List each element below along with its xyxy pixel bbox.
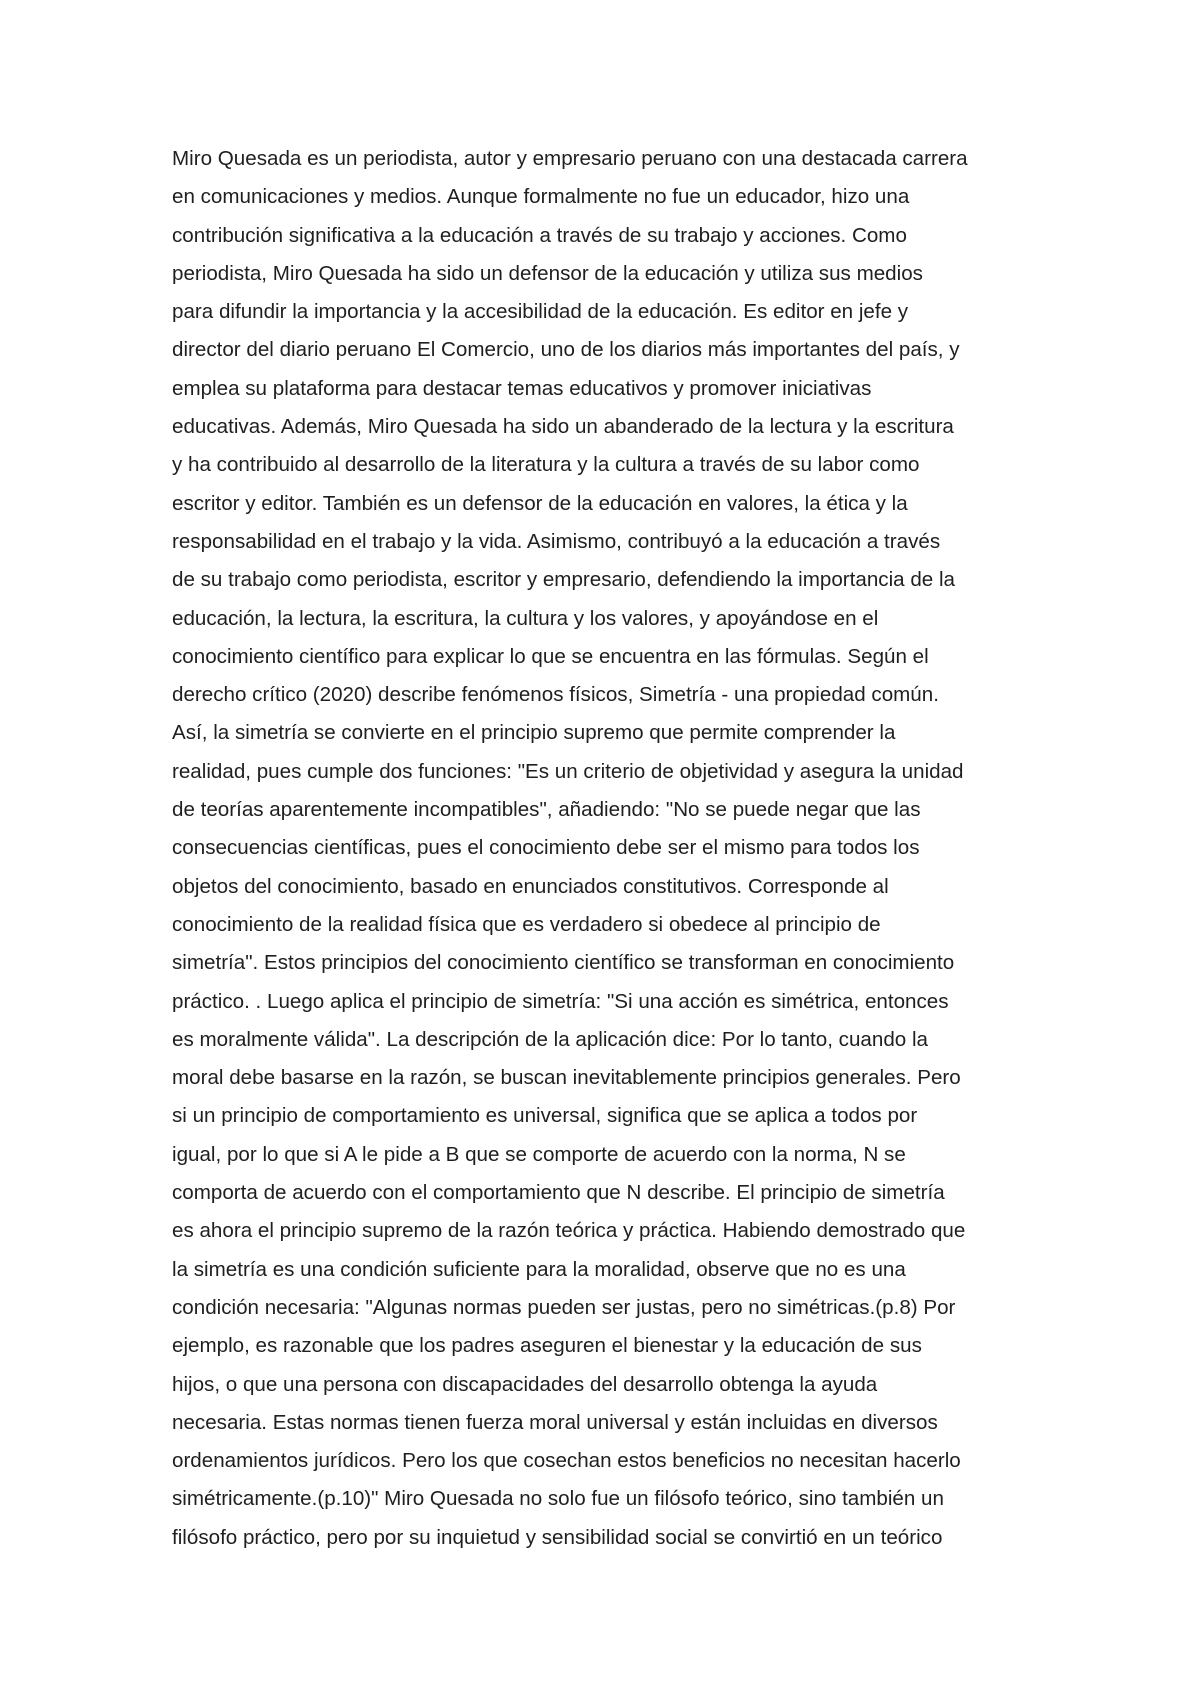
text-line: educativas. Además, Miro Quesada ha sido un abanderado de la lectura y la escritura bbox=[172, 415, 954, 439]
text-line: y ha contribuido al desarrollo de la literatura y la cultura a través de su labor como bbox=[172, 453, 920, 477]
text-line: emplea su plataforma para destacar temas educativos y promover iniciativas bbox=[172, 376, 872, 400]
body-paragraph bbox=[172, 140, 1052, 1557]
text-line: conocimiento científico para explicar lo que se encuentra en las fórmulas. Según el bbox=[172, 644, 929, 668]
text-line: ejemplo, es razonable que los padres aseguren el bienestar y la educación de sus bbox=[172, 1334, 922, 1358]
text-line: Así, la simetría se convierte en el principio supremo que permite comprender la bbox=[172, 721, 896, 745]
text-line: filósofo práctico, pero por su inquietud y sensibilidad social se convirtió en un teórico bbox=[172, 1525, 943, 1549]
text-line: de teorías aparentemente incompatibles", añadiendo: "No se puede negar que las bbox=[172, 798, 921, 822]
text-line: periodista, Miro Quesada ha sido un defensor de la educación y utiliza sus medios bbox=[172, 261, 923, 285]
text-line: comporta de acuerdo con el comportamiento que N describe. El principio de simetría bbox=[172, 1181, 945, 1205]
text-line: simetría". Estos principios del conocimiento científico se transforman en conocimiento bbox=[172, 951, 955, 975]
text-line: en comunicaciones y medios. Aunque formalmente no fue un educador, hizo una bbox=[172, 185, 910, 209]
text-line: hijos, o que una persona con discapacidades del desarrollo obtenga la ayuda bbox=[172, 1372, 878, 1396]
text-line: condición necesaria: "Algunas normas pueden ser justas, pero no simétricas.(p.8) Por bbox=[172, 1295, 956, 1319]
text-line: contribución significativa a la educación a través de su trabajo y acciones. Como bbox=[172, 223, 907, 247]
text-line: responsabilidad en el trabajo y la vida. Asimismo, contribuyó a la educación a través bbox=[172, 529, 941, 553]
text-line: necesaria. Estas normas tienen fuerza moral universal y están incluidas en diversos bbox=[172, 1410, 938, 1434]
text-line: ordenamientos jurídicos. Pero los que cosechan estos beneficios no necesitan hacerlo bbox=[172, 1449, 961, 1473]
text-line: consecuencias científicas, pues el conocimiento debe ser el mismo para todos los bbox=[172, 836, 920, 860]
text-line: objetos del conocimiento, basado en enunciados constitutivos. Corresponde al bbox=[172, 874, 889, 898]
text-line: director del diario peruano El Comercio, uno de los diarios más importantes del país, y bbox=[172, 338, 960, 362]
text-line: para difundir la importancia y la accesibilidad de la educación. Es editor en jefe y bbox=[172, 300, 909, 324]
text-line: Miro Quesada es un periodista, autor y empresario peruano con una destacada carrera bbox=[172, 147, 968, 170]
text-line: es ahora el principio supremo de la razón teórica y práctica. Habiendo demostrado que bbox=[172, 1219, 966, 1243]
text-line: es moralmente válida". La descripción de la aplicación dice: Por lo tanto, cuando la bbox=[172, 1027, 928, 1051]
text-line: derecho crítico (2020) describe fenómenos físicos, Simetría - una propiedad común. bbox=[172, 683, 939, 707]
text-line: conocimiento de la realidad física que es verdadero si obedece al principio de bbox=[172, 912, 881, 936]
text-line: práctico. . Luego aplica el principio de simetría: "Si una acción es simétrica, entonces bbox=[172, 989, 949, 1013]
text-line: de su trabajo como periodista, escritor y empresario, defendiendo la importancia de la bbox=[172, 568, 955, 592]
text-line: la simetría es una condición suficiente para la moralidad, observe que no es una bbox=[172, 1257, 906, 1281]
text-line: si un principio de comportamiento es universal, significa que se aplica a todos por bbox=[172, 1104, 918, 1128]
text-line: igual, por lo que si A le pide a B que se comporte de acuerdo con la norma, N se bbox=[172, 1142, 906, 1166]
text-line: educación, la lectura, la escritura, la cultura y los valores, y apoyándose en el bbox=[172, 606, 879, 630]
text-line: escritor y editor. También es un defensor de la educación en valores, la ética y la bbox=[172, 491, 908, 515]
text-line: realidad, pues cumple dos funciones: "Es un criterio de objetividad y asegura la unidad bbox=[172, 759, 964, 783]
text-line: simétricamente.(p.10)" Miro Quesada no solo fue un filósofo teórico, sino también un bbox=[172, 1487, 944, 1511]
text-line: moral debe basarse en la razón, se buscan inevitablemente principios generales. Pero bbox=[172, 1066, 961, 1090]
